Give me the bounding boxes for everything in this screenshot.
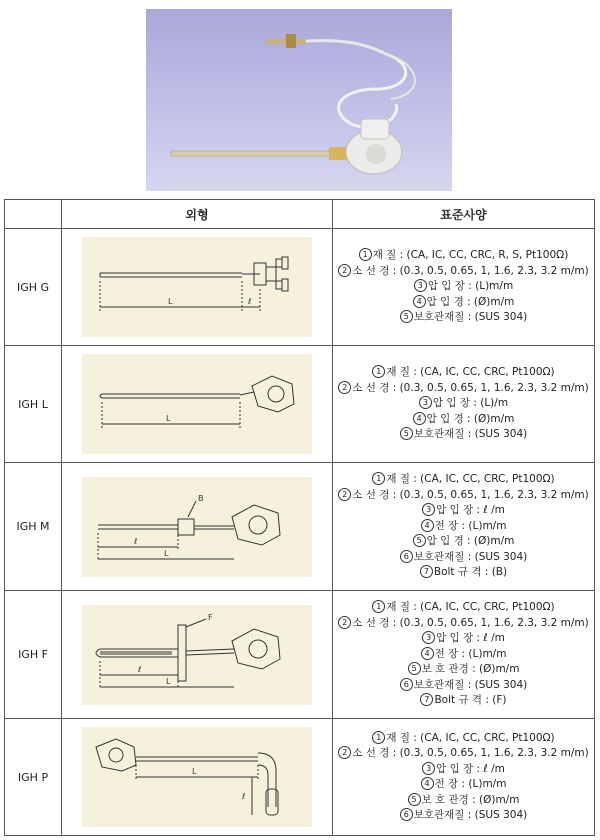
spec-text: 재 질 : (CA, IC, CC, CRC, Pt100Ω) bbox=[386, 731, 555, 744]
spec-text: 전 장 : (L)m/m bbox=[434, 647, 507, 660]
shape-cell bbox=[62, 229, 333, 346]
spec-line bbox=[333, 503, 594, 519]
spec-line bbox=[333, 381, 594, 397]
spec-line bbox=[333, 647, 594, 663]
spec-number: 4 bbox=[421, 647, 434, 660]
spec-line bbox=[333, 777, 594, 793]
model-name: IGH P bbox=[5, 719, 62, 836]
spec-line bbox=[333, 472, 594, 488]
product-photo bbox=[146, 9, 452, 191]
spec-text: 압 입 장 : ℓ /m bbox=[436, 504, 505, 517]
spec-line bbox=[333, 279, 594, 295]
spec-line bbox=[333, 565, 594, 581]
spec-text: 재 질 : (CA, IC, CC, CRC, R, S, Pt100Ω) bbox=[372, 249, 569, 262]
spec-line bbox=[333, 365, 594, 381]
svg-text:ℓ: ℓ bbox=[134, 536, 138, 546]
spec-number: 7 bbox=[420, 565, 433, 578]
spec-line bbox=[333, 746, 594, 762]
spec-text: Bolt 규 격 : (F) bbox=[434, 694, 507, 707]
spec-cell bbox=[333, 346, 595, 463]
model-name: IGH G bbox=[5, 229, 62, 346]
spec-line bbox=[333, 412, 594, 428]
spec-line bbox=[333, 662, 594, 678]
spec-text: 소 선 경 : (0.3, 0.5, 0.65, 1, 1.6, 2.3, 3.2 m/m) bbox=[352, 264, 589, 277]
svg-text:ℓ: ℓ bbox=[248, 297, 252, 306]
spec-number: 1 bbox=[372, 365, 385, 378]
technical-drawing bbox=[82, 477, 312, 577]
spec-number: 7 bbox=[420, 693, 433, 706]
spec-cell bbox=[333, 719, 595, 836]
spec-text: 재 질 : (CA, IC, CC, CRC, Pt100Ω) bbox=[386, 366, 555, 379]
spec-number: 3 bbox=[422, 631, 435, 644]
spec-text: 압 입 장 : ℓ /m bbox=[436, 632, 505, 645]
svg-text:L: L bbox=[168, 297, 173, 306]
spec-line bbox=[333, 519, 594, 535]
spec-number: 6 bbox=[400, 808, 413, 821]
model-name: IGH F bbox=[5, 591, 62, 719]
spec-number: 3 bbox=[419, 396, 432, 409]
spec-number: 4 bbox=[421, 777, 434, 790]
spec-text: 전 장 : (L)m/m bbox=[434, 778, 507, 790]
spec-number: 5 bbox=[408, 793, 421, 806]
spec-number: 2 bbox=[338, 746, 351, 759]
spec-text: 보 호 관경 : (Ø)m/m bbox=[421, 663, 520, 676]
spec-number: 1 bbox=[372, 731, 385, 744]
spec-line bbox=[333, 762, 594, 778]
header-spec: 표준사양 bbox=[333, 200, 595, 229]
table-header-row bbox=[5, 200, 595, 229]
technical-drawing bbox=[82, 605, 312, 705]
spec-number: 3 bbox=[422, 762, 435, 775]
spec-text: 소 선 경 : (0.3, 0.5, 0.65, 1, 1.6, 2.3, 3.2 m/m) bbox=[352, 747, 589, 759]
spec-text: 보호관재질 : (SUS 304) bbox=[413, 809, 528, 821]
spec-text: 소 선 경 : (0.3, 0.5, 0.65, 1, 1.6, 2.3, 3.2 m/m) bbox=[352, 488, 589, 501]
spec-text: 재 질 : (CA, IC, CC, CRC, Pt100Ω) bbox=[386, 473, 555, 486]
spec-text: 압 입 경 : (Ø)m/m bbox=[426, 295, 515, 308]
spec-number: 5 bbox=[408, 662, 421, 675]
model-name: IGH L bbox=[5, 346, 62, 463]
spec-number: 3 bbox=[414, 279, 427, 292]
spec-number: 3 bbox=[422, 503, 435, 516]
spec-text: 전 장 : (L)m/m bbox=[434, 519, 507, 532]
header-shape: 외형 bbox=[62, 200, 333, 229]
spec-text: 보호관재질 : (SUS 304) bbox=[413, 428, 528, 441]
spec-cell bbox=[333, 463, 595, 591]
spec-number: 4 bbox=[421, 519, 434, 532]
spec-number: 4 bbox=[413, 295, 426, 308]
shape-cell bbox=[62, 719, 333, 836]
shape-cell bbox=[62, 591, 333, 719]
spec-number: 5 bbox=[400, 310, 413, 323]
spec-table bbox=[4, 199, 595, 836]
spec-line bbox=[333, 396, 594, 412]
spec-number: 2 bbox=[338, 616, 351, 629]
spec-line bbox=[333, 808, 594, 824]
spec-number: 1 bbox=[359, 248, 372, 261]
spec-line bbox=[333, 600, 594, 616]
spec-line bbox=[333, 616, 594, 632]
spec-text: 압 입 경 : (Ø)m/m bbox=[426, 412, 515, 425]
svg-text:L: L bbox=[166, 414, 171, 423]
table-row bbox=[5, 719, 595, 836]
spec-line bbox=[333, 793, 594, 809]
spec-number: 1 bbox=[372, 600, 385, 613]
spec-number: 5 bbox=[400, 427, 413, 440]
table-row bbox=[5, 463, 595, 591]
spec-text: 보 호 관경 : (Ø)m/m bbox=[421, 793, 520, 806]
svg-text:L: L bbox=[166, 676, 171, 686]
svg-text:L: L bbox=[164, 548, 169, 558]
spec-text: 압 입 경 : (Ø)m/m bbox=[426, 535, 515, 548]
spec-line bbox=[333, 248, 594, 264]
spec-text: 보호관재질 : (SUS 304) bbox=[413, 678, 528, 691]
spec-text: 재 질 : (CA, IC, CC, CRC, Pt100Ω) bbox=[386, 601, 555, 614]
shape-cell bbox=[62, 463, 333, 591]
spec-number: 1 bbox=[372, 472, 385, 485]
spec-number: 6 bbox=[400, 678, 413, 691]
spec-number: 5 bbox=[413, 534, 426, 547]
spec-text: 압 입 장 : (L)m/m bbox=[427, 280, 514, 293]
model-name: IGH M bbox=[5, 463, 62, 591]
svg-text:ℓ: ℓ bbox=[138, 664, 142, 674]
svg-text:B: B bbox=[198, 493, 204, 503]
spec-number: 2 bbox=[338, 381, 351, 394]
spec-number: 2 bbox=[338, 264, 351, 277]
table-row bbox=[5, 346, 595, 463]
spec-text: 소 선 경 : (0.3, 0.5, 0.65, 1, 1.6, 2.3, 3.2 m/m) bbox=[352, 616, 589, 629]
spec-number: 4 bbox=[413, 412, 426, 425]
spec-number: 6 bbox=[400, 550, 413, 563]
shape-cell bbox=[62, 346, 333, 463]
table-row bbox=[5, 591, 595, 719]
header-model bbox=[5, 200, 62, 229]
spec-cell bbox=[333, 229, 595, 346]
technical-drawing bbox=[82, 237, 312, 337]
spec-line bbox=[333, 550, 594, 566]
spec-text: 압 입 장 : (L)/m bbox=[432, 397, 509, 410]
technical-drawing bbox=[82, 354, 312, 454]
spec-line bbox=[333, 534, 594, 550]
spec-line bbox=[333, 678, 594, 694]
spec-line bbox=[333, 310, 594, 326]
spec-text: 보호관재질 : (SUS 304) bbox=[413, 311, 528, 324]
spec-cell bbox=[333, 591, 595, 719]
svg-text:L: L bbox=[192, 767, 197, 776]
table-row bbox=[5, 229, 595, 346]
svg-text:F: F bbox=[208, 612, 213, 622]
spec-line bbox=[333, 631, 594, 647]
spec-line bbox=[333, 295, 594, 311]
spec-number: 2 bbox=[338, 488, 351, 501]
spec-text: Bolt 규 격 : (B) bbox=[433, 566, 508, 579]
spec-text: 압 입 장 : ℓ /m bbox=[436, 762, 505, 775]
technical-drawing bbox=[82, 727, 312, 827]
spec-line bbox=[333, 264, 594, 280]
spec-text: 보호관재질 : (SUS 304) bbox=[413, 550, 528, 563]
spec-text: 소 선 경 : (0.3, 0.5, 0.65, 1, 1.6, 2.3, 3.2 m/m) bbox=[352, 381, 589, 394]
spec-line bbox=[333, 693, 594, 709]
svg-text:ℓ: ℓ bbox=[242, 792, 246, 801]
spec-line bbox=[333, 488, 594, 504]
spec-line bbox=[333, 427, 594, 443]
spec-line bbox=[333, 731, 594, 747]
